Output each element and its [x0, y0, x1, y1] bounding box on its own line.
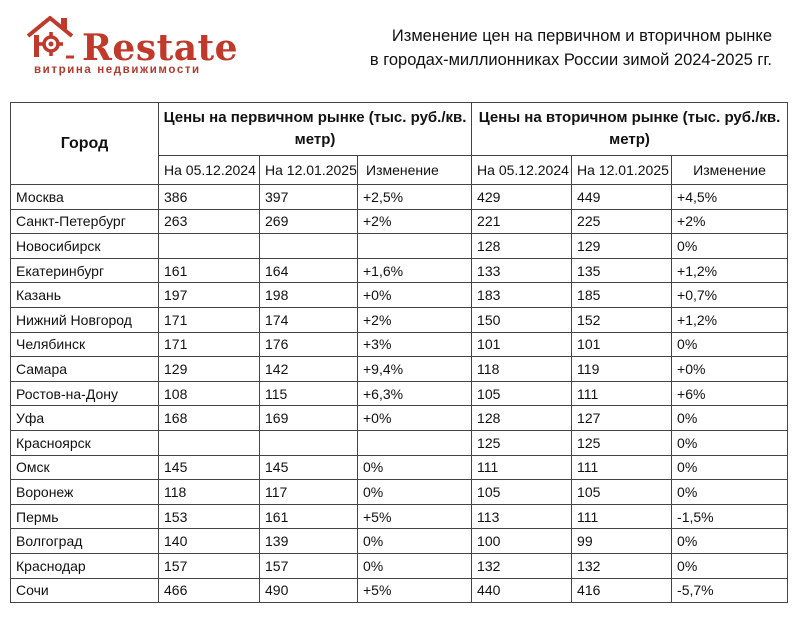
secondary-date1-header: На 05.12.2024 [472, 156, 572, 185]
secondary-date2-cell: 135 [572, 258, 672, 283]
secondary-date2-cell: 185 [572, 283, 672, 308]
city-cell: Москва [11, 185, 159, 210]
city-cell: Уфа [11, 406, 159, 431]
page-title [302, 24, 772, 72]
secondary-change-cell: +1,2% [672, 258, 788, 283]
title-line-1: Изменение цен на первичном и вторичном рынке [391, 27, 772, 45]
secondary-change-cell: 0% [672, 332, 788, 357]
primary-change-cell: 0% [358, 529, 472, 554]
primary-change-cell: +9,4% [358, 357, 472, 382]
primary-date2-cell: 269 [260, 209, 358, 234]
primary-date1-cell: 108 [159, 381, 260, 406]
title-line-2: в городах-миллионниках России зимой 2024-2025 гг. [369, 51, 772, 69]
city-cell: Ростов-на-Дону [11, 381, 159, 406]
city-cell: Красноярск [11, 430, 159, 455]
city-cell: Новосибирск [11, 234, 159, 259]
secondary-date1-cell: 105 [472, 381, 572, 406]
secondary-date1-cell: 128 [472, 406, 572, 431]
primary-date1-cell: 466 [159, 578, 260, 603]
secondary-date1-cell: 440 [472, 578, 572, 603]
secondary-date2-cell: 99 [572, 529, 672, 554]
table-row [11, 283, 788, 308]
primary-change-cell [358, 234, 472, 259]
primary-date1-cell: 197 [159, 283, 260, 308]
table-row [11, 430, 788, 455]
city-cell: Челябинск [11, 332, 159, 357]
secondary-date2-cell: 125 [572, 430, 672, 455]
table-row [11, 185, 788, 210]
primary-date2-cell [260, 234, 358, 259]
city-cell: Екатеринбург [11, 258, 159, 283]
secondary-market-header: Цены на вторичном рынке (тыс. руб./кв. метр) [472, 103, 788, 156]
primary-date2-cell: 176 [260, 332, 358, 357]
primary-change-cell: 0% [358, 480, 472, 505]
secondary-date2-cell: 132 [572, 553, 672, 578]
table-row [11, 258, 788, 283]
primary-date1-cell: 140 [159, 529, 260, 554]
primary-date1-cell: 157 [159, 553, 260, 578]
secondary-change-cell: 0% [672, 529, 788, 554]
table-row [11, 504, 788, 529]
secondary-change-cell: +2% [672, 209, 788, 234]
secondary-date1-cell: 429 [472, 185, 572, 210]
brand-name: Restate [82, 27, 239, 69]
secondary-change-header: Изменение [672, 156, 788, 185]
secondary-date2-cell: 111 [572, 504, 672, 529]
header-row-groups [11, 103, 788, 156]
primary-date1-cell: 386 [159, 185, 260, 210]
secondary-change-cell: 0% [672, 553, 788, 578]
table-row [11, 381, 788, 406]
primary-change-cell: +5% [358, 578, 472, 603]
primary-change-cell: +3% [358, 332, 472, 357]
secondary-date2-cell: 111 [572, 455, 672, 480]
city-header: Город [11, 103, 159, 185]
primary-change-cell: +2% [358, 209, 472, 234]
city-cell: Краснодар [11, 553, 159, 578]
primary-change-cell: 0% [358, 553, 472, 578]
city-cell: Самара [11, 357, 159, 382]
secondary-date1-cell: 150 [472, 307, 572, 332]
primary-date2-cell [260, 430, 358, 455]
secondary-date2-cell: 101 [572, 332, 672, 357]
secondary-change-cell: +6% [672, 381, 788, 406]
price-table [10, 102, 788, 603]
secondary-date1-cell: 125 [472, 430, 572, 455]
secondary-change-cell: 0% [672, 406, 788, 431]
secondary-change-cell: +0% [672, 357, 788, 382]
primary-date2-cell: 117 [260, 480, 358, 505]
primary-date1-cell: 263 [159, 209, 260, 234]
primary-date1-cell: 153 [159, 504, 260, 529]
city-cell: Волгоград [11, 529, 159, 554]
primary-change-cell: +1,6% [358, 258, 472, 283]
table-row [11, 578, 788, 603]
primary-date2-cell: 161 [260, 504, 358, 529]
secondary-date2-cell: 152 [572, 307, 672, 332]
primary-date2-cell: 490 [260, 578, 358, 603]
table-row [11, 455, 788, 480]
primary-date1-cell: 118 [159, 480, 260, 505]
secondary-change-cell: -1,5% [672, 504, 788, 529]
primary-change-cell: +0% [358, 406, 472, 431]
secondary-change-cell: 0% [672, 480, 788, 505]
primary-change-cell: +0% [358, 283, 472, 308]
primary-date2-header: На 12.01.2025 [260, 156, 358, 185]
secondary-date1-cell: 183 [472, 283, 572, 308]
secondary-date2-cell: 127 [572, 406, 672, 431]
table-row [11, 357, 788, 382]
primary-date2-cell: 198 [260, 283, 358, 308]
primary-date1-cell: 161 [159, 258, 260, 283]
table-row [11, 553, 788, 578]
table-row [11, 234, 788, 259]
primary-date1-cell: 171 [159, 307, 260, 332]
secondary-date2-cell: 129 [572, 234, 672, 259]
house-gear-icon [22, 12, 84, 62]
secondary-date2-cell: 225 [572, 209, 672, 234]
secondary-date2-header: На 12.01.2025 [572, 156, 672, 185]
secondary-date1-cell: 105 [472, 480, 572, 505]
city-cell: Омск [11, 455, 159, 480]
city-cell: Сочи [11, 578, 159, 603]
primary-date2-cell: 115 [260, 381, 358, 406]
city-cell: Нижний Новгород [11, 307, 159, 332]
primary-date2-cell: 397 [260, 185, 358, 210]
secondary-date1-cell: 221 [472, 209, 572, 234]
primary-date1-cell: 129 [159, 357, 260, 382]
secondary-date2-cell: 111 [572, 381, 672, 406]
secondary-date1-cell: 100 [472, 529, 572, 554]
city-cell: Пермь [11, 504, 159, 529]
secondary-date1-cell: 128 [472, 234, 572, 259]
primary-date2-cell: 139 [260, 529, 358, 554]
primary-change-header: Изменение [358, 156, 472, 185]
primary-change-cell: +6,3% [358, 381, 472, 406]
table-row [11, 332, 788, 357]
primary-change-cell: 0% [358, 455, 472, 480]
secondary-change-cell: +4,5% [672, 185, 788, 210]
secondary-date1-cell: 132 [472, 553, 572, 578]
brand-tagline: витрина недвижимости [34, 64, 201, 76]
primary-date1-header: На 05.12.2024 [159, 156, 260, 185]
primary-date2-cell: 145 [260, 455, 358, 480]
secondary-date2-cell: 119 [572, 357, 672, 382]
primary-date2-cell: 174 [260, 307, 358, 332]
secondary-change-cell: 0% [672, 234, 788, 259]
secondary-change-cell: -5,7% [672, 578, 788, 603]
primary-market-header: Цены на первичном рынке (тыс. руб./кв. метр) [159, 103, 472, 156]
primary-date2-cell: 164 [260, 258, 358, 283]
city-cell: Казань [11, 283, 159, 308]
secondary-date1-cell: 113 [472, 504, 572, 529]
table-row [11, 529, 788, 554]
secondary-date2-cell: 449 [572, 185, 672, 210]
secondary-date2-cell: 416 [572, 578, 672, 603]
primary-date1-cell: 171 [159, 332, 260, 357]
secondary-change-cell: +1,2% [672, 307, 788, 332]
table-row [11, 209, 788, 234]
table-row [11, 406, 788, 431]
secondary-change-cell: 0% [672, 430, 788, 455]
primary-date2-cell: 169 [260, 406, 358, 431]
brand-logo [22, 12, 239, 82]
secondary-date1-cell: 118 [472, 357, 572, 382]
primary-date1-cell [159, 234, 260, 259]
primary-date2-cell: 142 [260, 357, 358, 382]
table-row [11, 307, 788, 332]
city-cell: Санкт-Петербург [11, 209, 159, 234]
table-row [11, 480, 788, 505]
table-body [11, 185, 788, 603]
secondary-date1-cell: 111 [472, 455, 572, 480]
primary-date2-cell: 157 [260, 553, 358, 578]
secondary-date1-cell: 133 [472, 258, 572, 283]
secondary-change-cell: +0,7% [672, 283, 788, 308]
primary-date1-cell: 145 [159, 455, 260, 480]
city-cell: Воронеж [11, 480, 159, 505]
primary-date1-cell: 168 [159, 406, 260, 431]
secondary-change-cell: 0% [672, 455, 788, 480]
secondary-date2-cell: 105 [572, 480, 672, 505]
primary-change-cell: +2% [358, 307, 472, 332]
primary-change-cell: +5% [358, 504, 472, 529]
secondary-date1-cell: 101 [472, 332, 572, 357]
primary-date1-cell [159, 430, 260, 455]
primary-change-cell: +2,5% [358, 185, 472, 210]
primary-change-cell [358, 430, 472, 455]
